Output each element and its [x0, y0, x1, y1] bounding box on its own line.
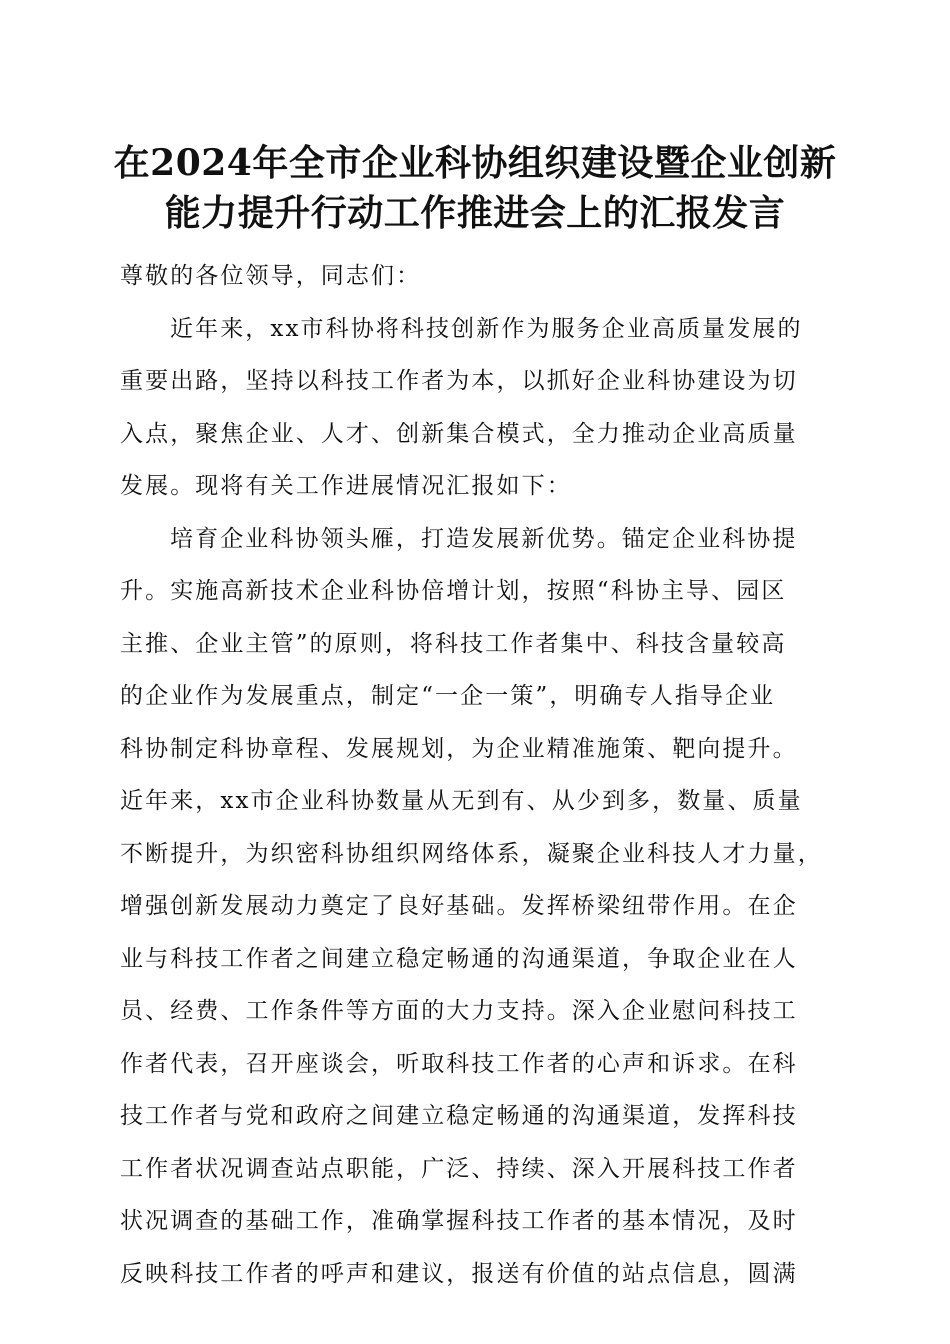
paragraph-line: 升。实施高新技术企业科协倍增计划，按照“科协主导、园区: [120, 578, 787, 604]
paragraph-line: 工作者状况调查站点职能，广泛、持续、深入开展科技工作者: [120, 1155, 798, 1182]
title-line: 能力提升行动工作推进会上的汇报发言: [164, 192, 786, 234]
paragraph-line: 科协制定科协章程、发展规划，为企业精准施策、靶向提升。: [120, 735, 798, 762]
paragraph-section-1: [120, 513, 832, 1301]
paragraph-line: 技工作者与党和政府之间建立稳定畅通的沟通渠道，发挥科技: [120, 1103, 798, 1129]
paragraph-line: 入点，聚焦企业、人才、创新集合模式，全力推动企业高质量: [120, 420, 798, 447]
paragraph-line: 状况调查的基础工作，准确掌握科技工作者的基本情况，及时: [120, 1208, 798, 1234]
paragraph-intro: [120, 303, 832, 513]
paragraph-line: 作者代表，召开座谈会，听取科技工作者的心声和诉求。在科: [120, 1050, 798, 1077]
document-body: [120, 250, 832, 1300]
salutation: 尊敬的各位领导，同志们：: [120, 263, 422, 289]
paragraph-line: 培育企业科协领头雁，打造发展新优势。锚定企业科协提: [170, 525, 798, 552]
paragraph-line: 反映科技工作者的呼声和建议，报送有价值的站点信息，圆满: [120, 1260, 798, 1287]
paragraph-line: 不断提升，为织密科协组织网络体系，凝聚企业科技人才力量，: [120, 840, 823, 867]
paragraph-line: 增强创新发展动力奠定了良好基础。发挥桥梁纽带作用。在企: [120, 893, 798, 919]
document-title: [100, 138, 850, 238]
title-line: 在2024年全市企业科协组织建设暨企业创新: [113, 142, 837, 184]
paragraph-line: 近年来，xx市科协将科技创新作为服务企业高质量发展的: [170, 315, 803, 342]
paragraph-line: 员、经费、工作条件等方面的大力支持。深入企业慰问科技工: [120, 998, 798, 1024]
paragraph-line: 的企业作为发展重点，制定“一企一策”，明确专人指导企业: [120, 683, 776, 709]
paragraph-line: 主推、企业主管”的原则，将科技工作者集中、科技含量较高: [120, 630, 787, 657]
paragraph-line: 发展。现将有关工作进展情况汇报如下：: [120, 473, 572, 499]
paragraph-line: 业与科技工作者之间建立稳定畅通的沟通渠道，争取企业在人: [120, 945, 798, 972]
paragraph-line: 重要出路，坚持以科技工作者为本，以抓好企业科协建设为切: [120, 368, 798, 394]
paragraph-line: 近年来，xx市企业科协数量从无到有、从少到多，数量、质量: [120, 788, 803, 814]
